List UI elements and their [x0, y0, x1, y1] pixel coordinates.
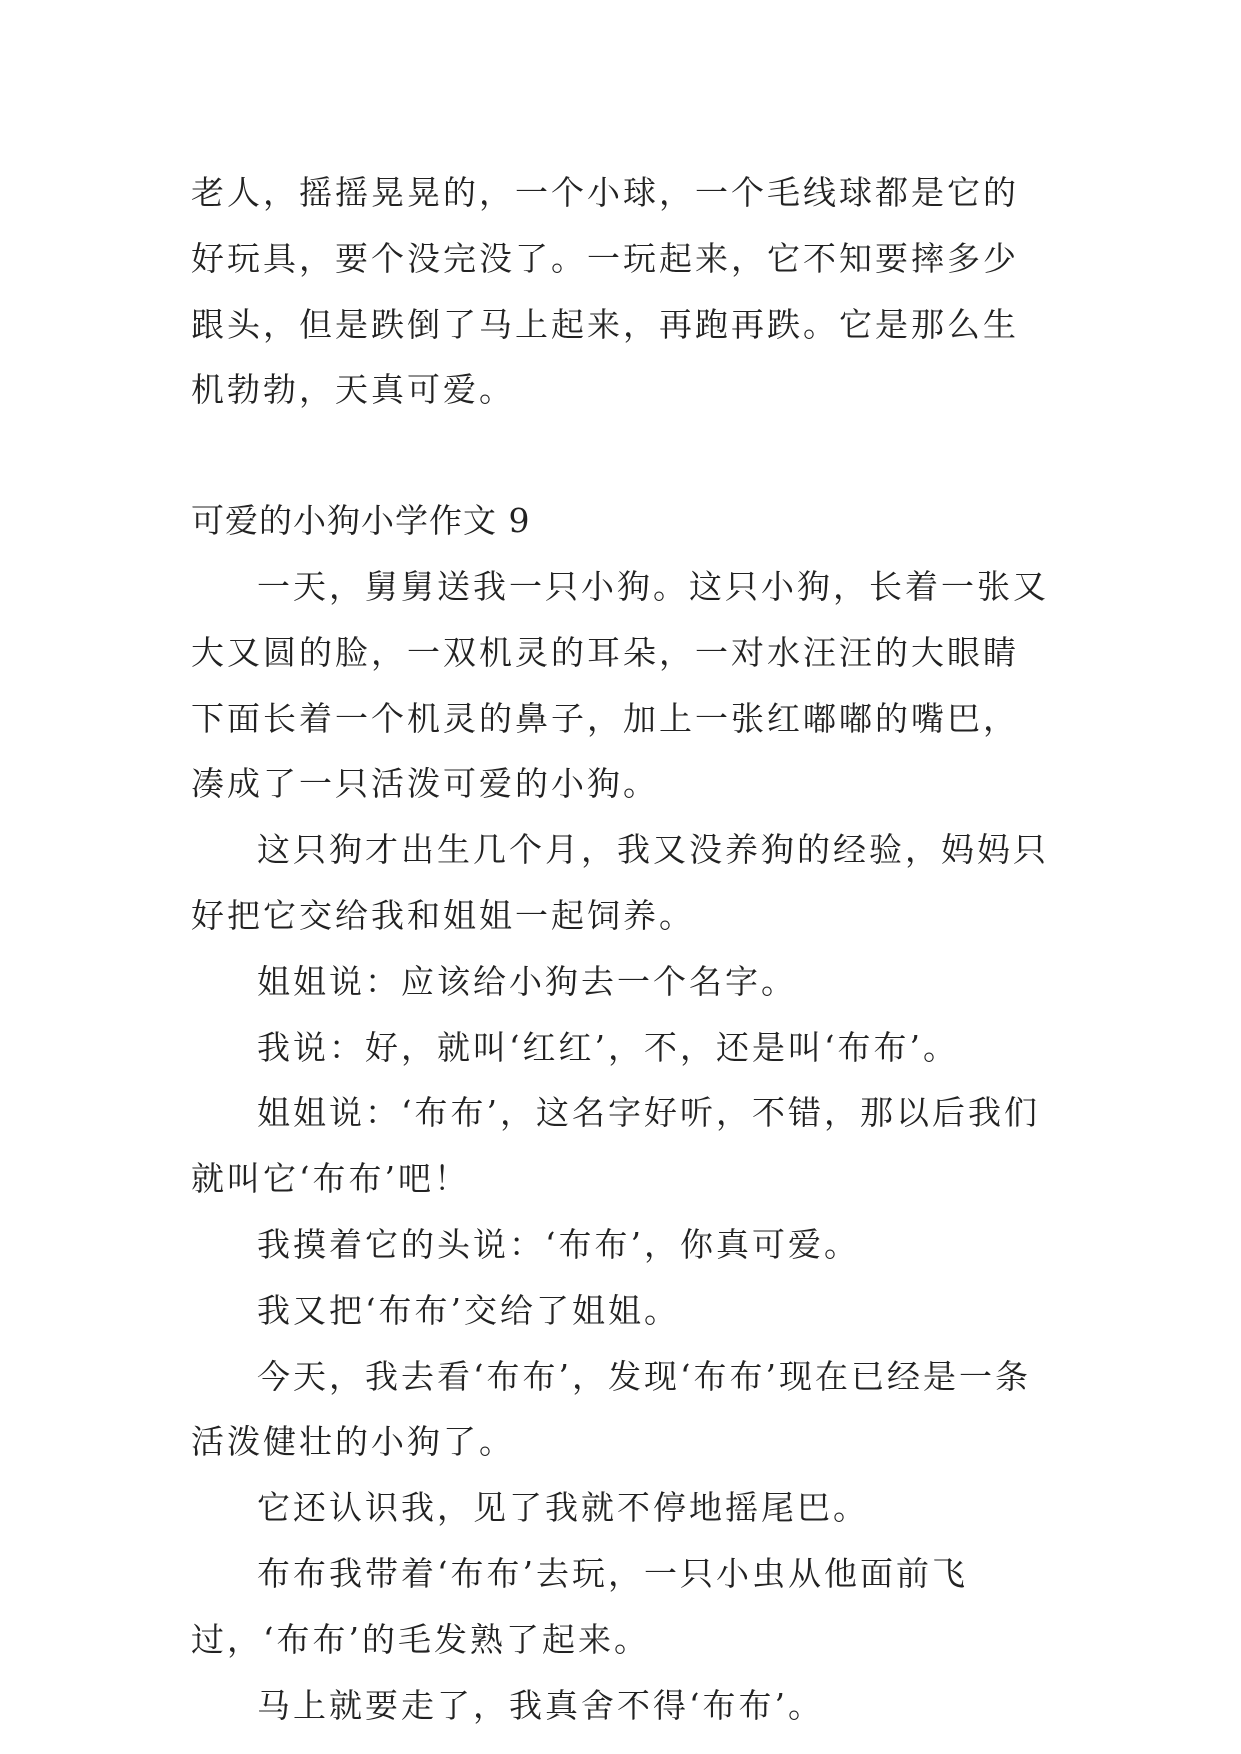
paragraph-10: 布布我带着‘布布’去玩，一只小虫从他面前飞过，‘布布’的毛发熟了起来。: [191, 1553, 968, 1659]
paragraph-11: 马上就要走了，我真舍不得‘布布’。: [257, 1685, 824, 1725]
intro-paragraph: 老人，摇摇晃晃的，一个小球，一个毛线球都是它的好玩具，要个没完没了。一玩起来，它不知要摔多少跟头，但是跌倒了马上起来，再跑再跌。它是那么生机勃勃，天真可爱。: [191, 173, 1019, 410]
section-title: 可爱的小狗小学作文 9: [191, 501, 531, 541]
paragraph-8: 今天，我去看‘布布’，发现‘布布’现在已经是一条活泼健壮的小狗了。: [191, 1356, 1031, 1462]
paragraph-9: 它还认识我，见了我就不停地摇尾巴。: [257, 1488, 869, 1528]
paragraph-gap: [191, 423, 1051, 488]
paragraph-3: 姐姐说：应该给小狗去一个名字。: [257, 961, 797, 1001]
paragraph-4: 我说：好，就叫‘红红’，不，还是叫‘布布’。: [257, 1027, 959, 1067]
paragraph-5: 姐姐说：‘布布’，这名字好听，不错，那以后我们就叫它‘布布’吧！: [191, 1093, 1040, 1199]
document-body: [191, 160, 1051, 1738]
paragraph-6: 我摸着它的头说：‘布布’，你真可爱。: [257, 1224, 860, 1264]
paragraph-1: 一天，舅舅送我一只小狗。这只小狗，长着一张又大又圆的脸，一双机灵的耳朵，一对水汪汪的大眼睛下面长着一个机灵的鼻子，加上一张红嘟嘟的嘴巴，凑成了一只活泼可爱的小狗。: [191, 566, 1049, 804]
paragraph-7: 我又把‘布布’交给了姐姐。: [257, 1290, 680, 1330]
paragraph-2: 这只狗才出生几个月，我又没养狗的经验，妈妈只好把它交给我和姐姐一起饲养。: [191, 830, 1049, 935]
